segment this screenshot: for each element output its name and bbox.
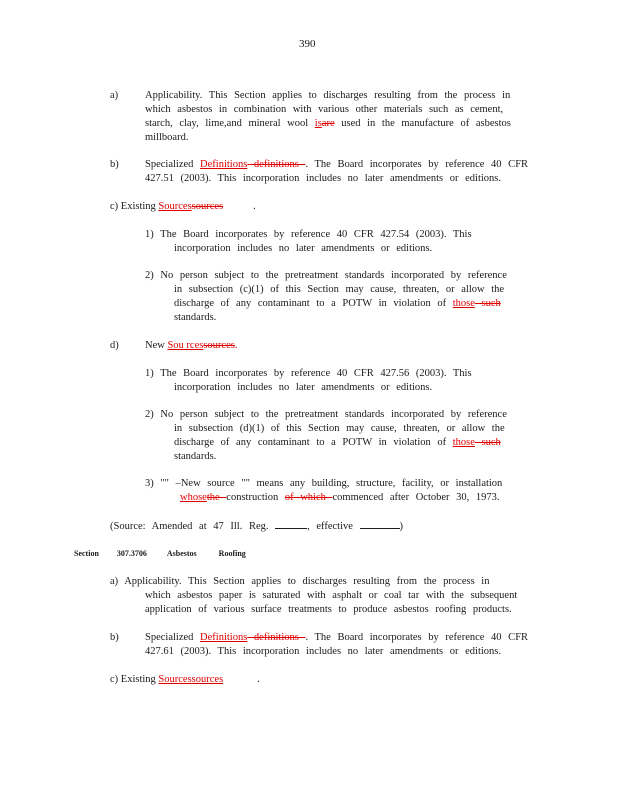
s2-item-c-period: . (257, 674, 260, 685)
section-title-1: Asbestos (166, 549, 197, 558)
deleted-such: such (474, 298, 501, 309)
item-b-rest: . The Board incorporates by reference 40 CFR (305, 159, 529, 170)
s2-item-c-line (110, 673, 260, 687)
s2-item-a-line3: application of various surface treatments to produce asbestos roofing products. (145, 604, 512, 615)
item-c-text: c) Existing (110, 201, 159, 212)
item-d3-commenced: commenced after October 30, 1973. (332, 492, 500, 503)
item-c1-line1: 1) The Board incorporates by reference 40 CFR 427.54 (2003). This (145, 229, 472, 240)
item-d2-line4: standards. (174, 451, 217, 462)
page-number: 390 (299, 38, 316, 50)
s2-inserted-definitions: Definitions (200, 632, 248, 643)
inserted-d2-those: those (452, 437, 475, 448)
item-b-line2: 427.51 (2003). This incorporation includes no later amendments or editions. (145, 173, 501, 184)
s2-underlined-sources: sources (191, 674, 224, 685)
item-b-label: b) (110, 159, 119, 170)
item-a-line3 (145, 117, 511, 131)
source-blank-effective (360, 519, 400, 529)
item-c2-line4: standards. (174, 312, 217, 323)
s2-item-a-line1: a) Applicability. This Section applies to discharges resulting from the process in (110, 576, 490, 587)
deleted-definitions: definitions (247, 159, 306, 170)
s2-item-a-line2: which asbestos paper is saturated with asphalt or coal tar with the subsequent (145, 590, 518, 601)
item-c2-line3 (174, 297, 501, 311)
source-blank-reg (275, 519, 307, 529)
source-text: (Source: Amended at 47 Ill. Reg. (110, 521, 276, 532)
section-title-2: Roofing (218, 549, 246, 558)
item-c2-line1: 2) No person subject to the pretreatment standards incorporated by reference (145, 270, 507, 281)
item-d2-line1: 2) No person subject to the pretreatment standards incorporated by reference (145, 409, 507, 420)
s2-item-b-specialized: Specialized (145, 632, 201, 643)
s2-inserted-sources: Sources (158, 674, 192, 685)
item-c1-line2: incorporation includes no later amendments or editions. (174, 243, 433, 254)
deleted-d2-such: such (474, 437, 501, 448)
s2-item-c-text: c) Existing (110, 674, 159, 685)
item-d1-line1: 1) The Board incorporates by reference 40 CFR 427.56 (2003). This (145, 368, 472, 379)
item-d3-rest: –New source "" means any building, structure, facility, or installation (168, 478, 503, 489)
inserted-d-sources: Sou rces (167, 340, 204, 351)
deleted-d-sources: sources (203, 340, 235, 351)
deleted-sources: sources (191, 201, 224, 212)
item-d-new: New (145, 340, 168, 351)
item-a-line3-tail: used in the manufacture of asbestos (334, 118, 511, 129)
inserted-sources: Sources (158, 201, 192, 212)
section-heading (74, 547, 246, 561)
item-d3-line1 (145, 477, 502, 491)
item-a-label: a) (110, 90, 119, 101)
section-label: Section (74, 549, 99, 558)
s2-item-b-label: b) (110, 632, 119, 643)
item-c2-line2: in subsection (c)(1) of this Section may cause, threaten, or allow the (174, 284, 505, 295)
item-d1-line2: incorporation includes no later amendments or editions. (174, 382, 433, 393)
item-b-specialized: Specialized (145, 159, 201, 170)
item-a-line1: Applicability. This Section applies to discharges resulting from the process in (145, 90, 511, 101)
item-c-line (110, 200, 256, 214)
s2-deleted-definitions: definitions (247, 632, 306, 643)
item-d-label: d) (110, 340, 119, 351)
inserted-definitions: Definitions (200, 159, 248, 170)
item-a-line3-text: starch, clay, lime,and mineral wool (145, 118, 315, 129)
item-a-line2: which asbestos in combination with various other materials such as cement, (145, 104, 504, 115)
item-d2-line3 (174, 436, 501, 450)
source-note (110, 519, 403, 534)
deleted-of-which: of which (284, 492, 333, 503)
source-close: ) (399, 521, 404, 532)
inserted-is: is (314, 118, 322, 129)
item-d3-construction: construction (226, 492, 285, 503)
item-c-period: . (253, 201, 256, 212)
item-d2-line2: in subsection (d)(1) of this Section may cause, threaten, or allow the (174, 423, 505, 434)
s2-item-b-line2: 427.61 (2003). This incorporation includes no later amendments or editions. (145, 646, 501, 657)
section-number: 307.3706 (116, 549, 147, 558)
item-d3-label: 3) "" (145, 478, 169, 489)
item-b-line1 (145, 158, 528, 172)
deleted-the: the (206, 492, 227, 503)
item-c2-line3-text: discharge of any contaminant to a POTW in violation of (174, 298, 453, 309)
inserted-whose: whose (180, 492, 207, 503)
item-a-line4: millboard. (145, 132, 189, 143)
item-d-period: . (234, 340, 238, 351)
item-d2-line3-text: discharge of any contaminant to a POTW in violation of (174, 437, 453, 448)
s2-item-b-line1 (145, 631, 528, 645)
inserted-those: those (452, 298, 475, 309)
item-d3-line2 (180, 491, 500, 505)
source-effective: , effective (307, 521, 360, 532)
item-d-line (145, 339, 237, 353)
s2-item-b-rest: . The Board incorporates by reference 40 CFR (305, 632, 529, 643)
deleted-are: are (321, 118, 335, 129)
